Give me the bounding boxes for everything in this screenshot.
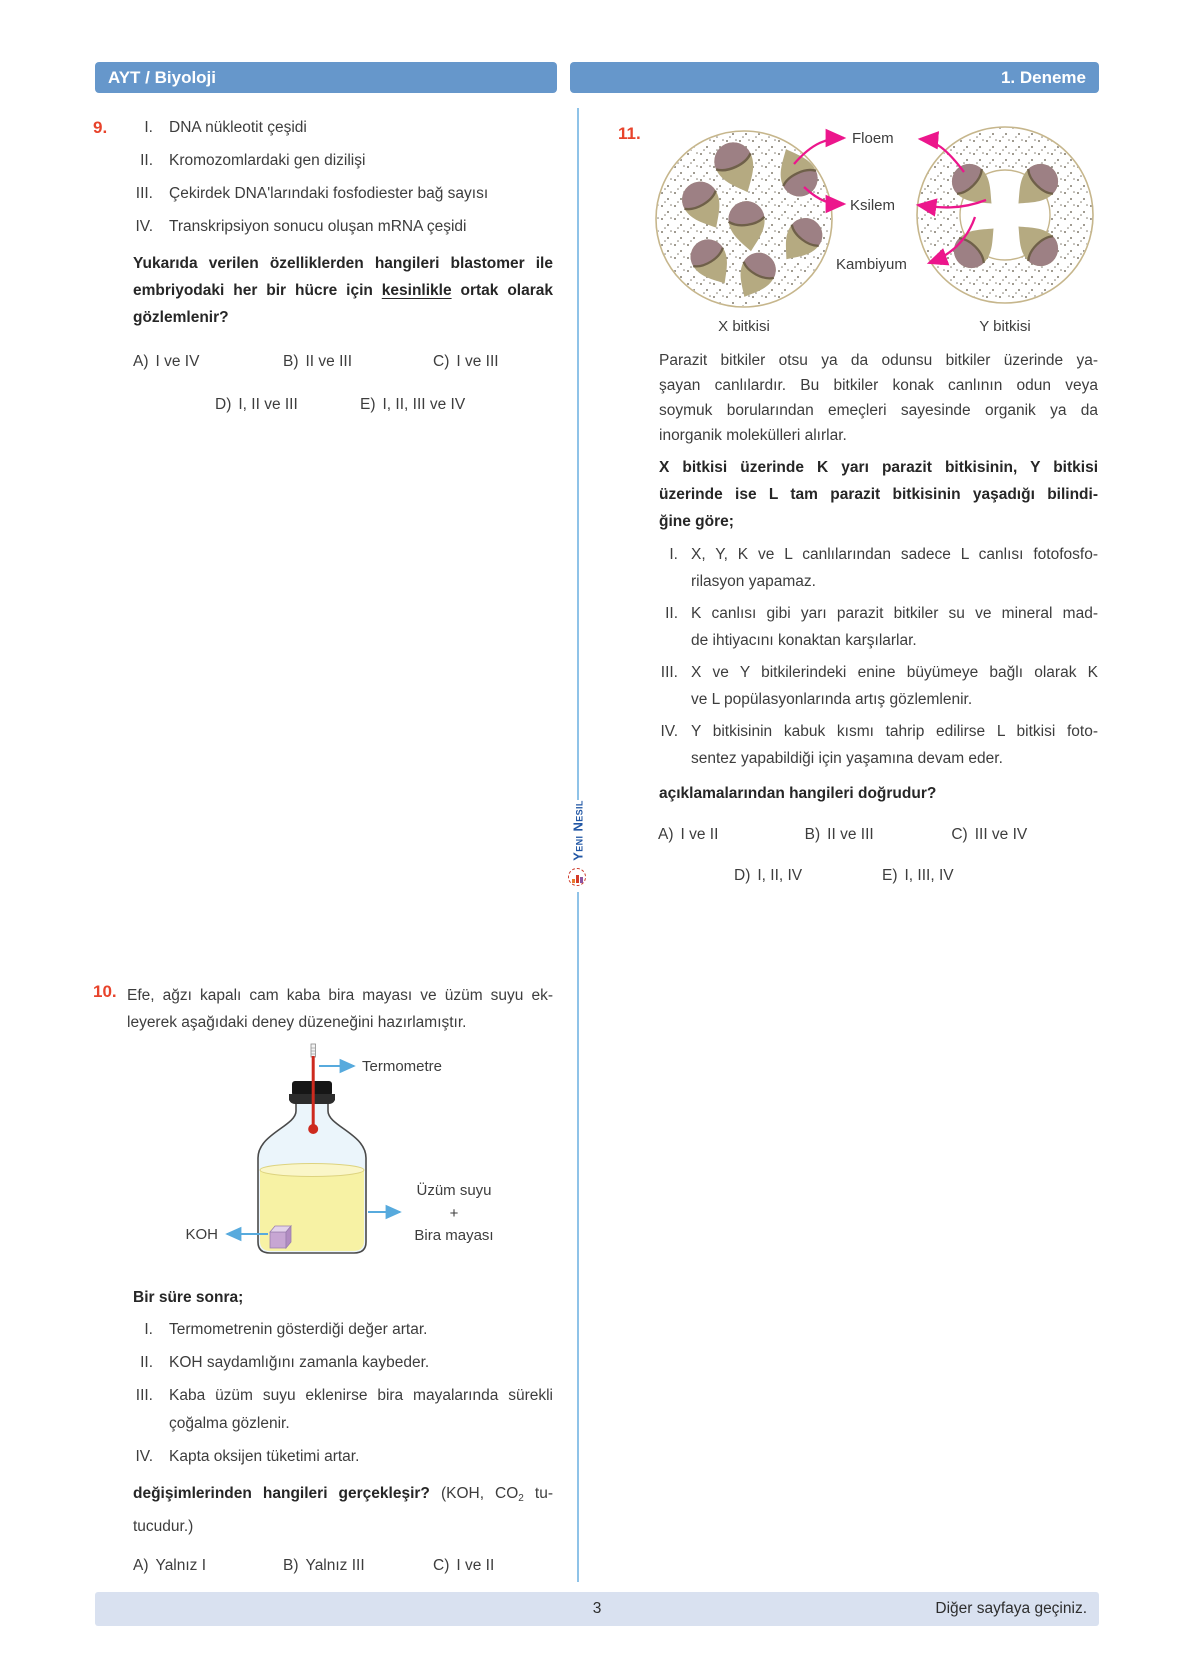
item-roman: IV. (135, 218, 153, 235)
text-line: ve L popülasyonlarında artış gözlemlenir. (691, 691, 973, 708)
y-plant-cross-section (917, 127, 1093, 303)
publisher-logo (561, 790, 595, 900)
question-number: 9. (93, 118, 108, 137)
text-line: Transkripsiyon sonucu oluşan mRNA çeşidi (169, 218, 467, 235)
option-e: E) I, II, III ve IV (360, 396, 466, 413)
contents-label-line2: + (449, 1205, 459, 1222)
question-10 (93, 982, 553, 1615)
list-item (127, 1320, 553, 1340)
text-line: inorganik molekülleri alırlar. (659, 427, 847, 444)
experiment-setup-figure (130, 1042, 570, 1274)
list-item (127, 151, 553, 171)
text-line: X, Y, K ve L canlılarından sadece L canlısı fotofosfo- (691, 546, 1098, 563)
header-subject-bar (95, 62, 557, 93)
option-b: B) Yalnız III (283, 1557, 365, 1574)
option-a: A) I ve II (658, 826, 719, 843)
list-item (127, 118, 553, 138)
text-line: soymuk borularından emeçleri sayesinde organik ya da (659, 402, 1098, 419)
options-row (133, 349, 553, 374)
x-plant-cross-section (656, 131, 832, 307)
text-line: rilasyon yapamaz. (691, 573, 816, 590)
text-line: değişimlerinden hangileri gerçekleşir? (KOH, $CO_2$ tu- (133, 1485, 553, 1504)
option-a: A) I ve IV (133, 353, 200, 370)
header-exam-label: 1. Deneme (1000, 68, 1086, 87)
kambiyum-label: Kambiyum (836, 256, 907, 273)
list-item (127, 1447, 553, 1467)
header-exam-bar (570, 62, 1099, 93)
text-line: Kromozomlardaki gen dizilişi (169, 152, 366, 169)
publisher-logo-text: Yeni Nesil (570, 800, 586, 861)
premise-list (652, 545, 1098, 769)
list-item (127, 1353, 553, 1373)
question-11 (618, 112, 1098, 888)
option-e: E) I, III, IV (882, 867, 954, 884)
list-item (652, 604, 1098, 651)
footer-bar (95, 1592, 1099, 1626)
text-line: leyerek aşağıdaki deney düzeneğini hazırlamıştır. (127, 1014, 467, 1031)
underlined-word: kesinlikle (381, 282, 452, 299)
list-item (127, 1386, 553, 1434)
item-roman: III. (660, 664, 678, 681)
contents-label-line1: Üzüm suyu (416, 1182, 492, 1199)
floem-label: Floem (852, 130, 894, 147)
subheading (133, 1284, 553, 1312)
option-b: B) II ve III (283, 353, 353, 370)
text-line: X ve Y bitkilerindeki enine büyümeye bağlı olarak K (691, 664, 1098, 681)
x-plant-label: X bitkisi (718, 318, 770, 335)
item-roman: IV. (135, 1448, 153, 1465)
text-line: Çekirdek DNA'larındaki fosfodiester bağ sayısı (169, 185, 489, 202)
question-stem (133, 1480, 553, 1541)
question-stem (659, 454, 1098, 535)
premise-list (127, 118, 553, 237)
option-c: C) I ve III (433, 353, 499, 370)
option-d: D) I, II, IV (734, 867, 803, 884)
ksilem-label: Ksilem (850, 197, 896, 214)
text-line: Kaba üzüm suyu eklenirse bira mayalarında sürekli (169, 1387, 553, 1404)
text-line: sentez yapabildiği için yaşamına devam eder. (691, 750, 1003, 767)
text-line: X bitkisi üzerinde K yarı parazit bitkisinin, Y bitkisi (659, 459, 1098, 476)
column-divider (577, 108, 579, 800)
option-a: A) Yalnız I (133, 1557, 207, 1574)
question-paragraph (659, 348, 1098, 448)
question-9 (93, 118, 553, 417)
publisher-logo-icon (568, 868, 586, 886)
question-number: 10. (93, 982, 117, 1001)
text-line: Bir süre sonra; (133, 1289, 244, 1306)
list-item (652, 545, 1098, 592)
list-item (652, 663, 1098, 710)
list-item (127, 184, 553, 204)
text-line: KOH saydamlığını zamanla kaybeder. (169, 1354, 430, 1371)
question-intro (127, 982, 553, 1036)
header-subject-label: AYT / Biyoloji (108, 68, 217, 87)
item-roman: III. (135, 1387, 153, 1404)
text-line: çoğalma gözlenir. (169, 1415, 290, 1432)
text-line: Kapta oksijen tüketimi artar. (169, 1448, 360, 1465)
text-line: Parazit bitkiler otsu ya da odunsu bitkiler üzerinde ya- (659, 352, 1098, 369)
page-number: 3 (592, 1600, 602, 1617)
question-ask: açıklamalarından hangileri doğrudur? (659, 785, 937, 802)
question-stem (133, 250, 553, 331)
item-roman: II. (140, 152, 153, 169)
koh-label: KOH (185, 1226, 218, 1243)
options-row (133, 1553, 553, 1578)
item-roman: III. (135, 185, 153, 202)
item-roman: I. (669, 546, 678, 563)
options-row (658, 863, 1098, 888)
item-roman: II. (665, 605, 678, 622)
item-roman: I. (144, 119, 153, 136)
text-line: Y bitkisinin kabuk kısmı tahrip edilirse L bitkisi foto- (691, 723, 1098, 740)
text-line: gözlemlenir? (133, 309, 229, 326)
item-roman: II. (140, 1354, 153, 1371)
koh-cube (270, 1226, 291, 1248)
list-item (652, 722, 1098, 769)
list-item (127, 217, 553, 237)
option-c: C) I ve II (433, 1557, 495, 1574)
text-line: üzerinde ise L tam parazit bitkisinin yaşadığı bilindi- (659, 486, 1098, 503)
contents-label-line3: Bira mayası (414, 1227, 494, 1244)
text-line: ğine göre; (659, 513, 734, 530)
subscript: 2 (518, 1493, 524, 1504)
option-d: D) I, II ve III (215, 396, 298, 413)
text-line: de ihtiyacını konaktan karşılarlar. (691, 632, 917, 649)
text-line: Termometrenin gösterdiği değer artar. (169, 1321, 428, 1338)
column-divider (577, 892, 579, 1582)
item-roman: IV. (660, 723, 678, 740)
text-line: şayan canlılardır. Bu bitkiler konak canlının odun veya (659, 377, 1098, 394)
text-line: tucudur.) (133, 1518, 194, 1535)
text-line: Efe, ağzı kapalı cam kaba bira mayası ve üzüm suyu ek- (127, 987, 553, 1004)
options-row (658, 822, 1098, 847)
y-plant-label: Y bitkisi (979, 318, 1031, 335)
option-c: C) III ve IV (951, 826, 1028, 843)
options-row (133, 392, 553, 417)
premise-list (127, 1320, 553, 1467)
thermometer-label: Termometre (362, 1058, 443, 1075)
liquid-surface (260, 1164, 364, 1177)
item-roman: I. (144, 1321, 153, 1338)
question-number: 11. (618, 124, 641, 143)
stem-cross-section-figure (608, 112, 1108, 342)
text-line: DNA nükleotit çeşidi (169, 119, 307, 136)
text-line: Yukarıda verilen özelliklerden hangileri blastomer ile (133, 255, 553, 272)
text-line: embriyodaki her bir hücre için kesinlikle ortak olarak (133, 282, 553, 299)
option-b: B) II ve III (804, 826, 874, 843)
next-page-note: Diğer sayfaya geçiniz. (935, 1600, 1087, 1617)
text-line: K canlısı gibi yarı parazit bitkiler su ve mineral mad- (691, 605, 1098, 622)
